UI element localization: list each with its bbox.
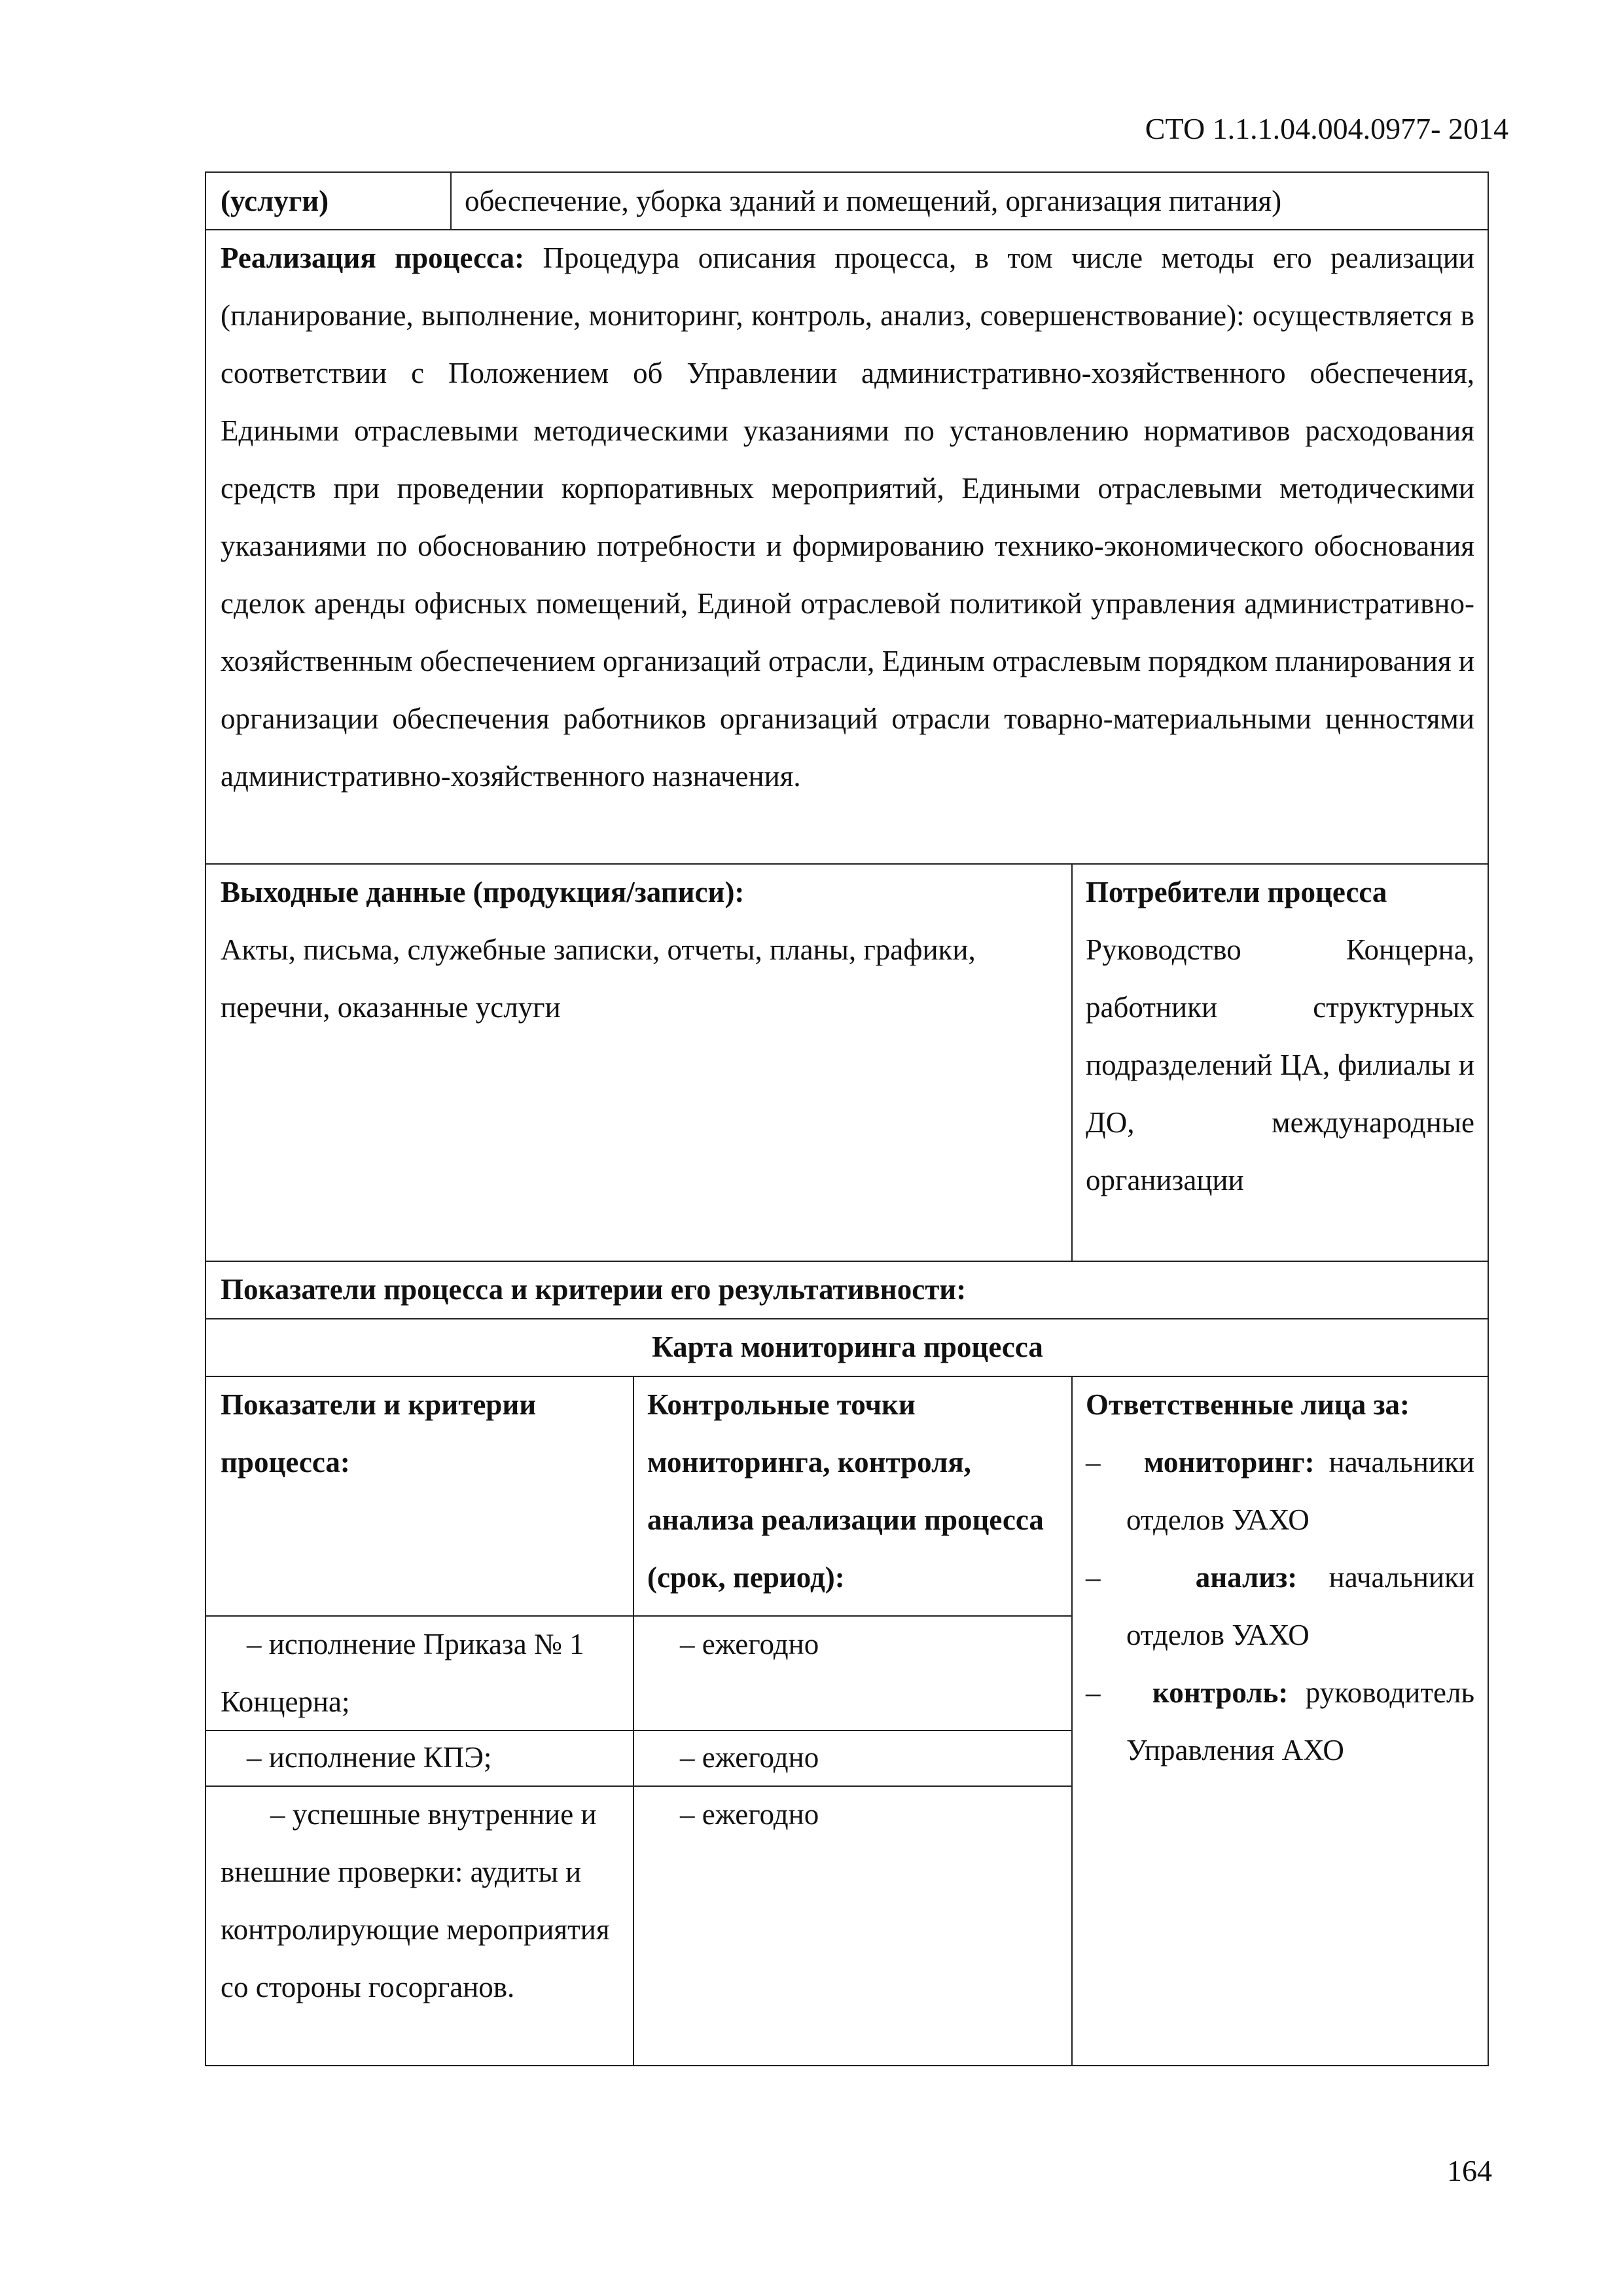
indicators-header: Показатели процесса и критерии его результативности: [221,1273,967,1306]
consumers-text: Руководство Концерна, работники структурных подразделений ЦА, филиалы и ДО, международные организации [1086,933,1474,1196]
column-header-responsible: Ответственные лица за: [1086,1388,1410,1421]
services-text: обеспечение, уборка зданий и помещений, организация питания) [465,185,1282,217]
table-row-indicator: – исполнение Приказа № 1 Концерна; [221,1628,584,1718]
table-row-indicator: – исполнение КПЭ; [247,1741,492,1774]
responsible-item-monitoring: – мониторинг: начальники отделов УАХО [1086,1446,1475,1536]
output-cell [206,863,1071,1261]
page-number: 164 [1447,2154,1492,2187]
process-table [205,171,1489,2066]
document-code: СТО 1.1.1.04.004.0977- 2014 [1145,112,1508,145]
column-header-checkpoints: Контрольные точки мониторинга, контроля, анализа реализации процесса (срок, период): [647,1388,1044,1594]
implementation-block [206,229,1489,863]
consumers-cell [1071,863,1489,1261]
monitoring-map-title: Карта мониторинга процесса [652,1331,1043,1363]
implementation-text: Процедура описания процесса, в том числе методы его реализации (планирование, выполнение, мониторинг, контроль, анализ, совершенствование): осуществляется в соответствии с Положением об Управлении административно-хозяйственного обеспечения, Едиными отраслевыми методическими указаниями по установлению нормативов расходования средств при проведении корпоративных мероприятий, Едиными отраслевыми методическими указаниями по обоснованию потребности и формированию технико-экономического обоснования сделок аренды офисных помещений, Единой отраслевой политикой управления административно-хозяйственным обеспечением организаций отрасли, Единым отраслевым порядком планирования и организации обеспечения работников организаций отрасли товарно-материальными ценностями административно-хозяйственного назначения. [221,242,1475,793]
column-header-indicators: Показатели и критерии процесса: [221,1388,537,1479]
responsible-item-control: – контроль: руководитель Управления АХО [1086,1676,1474,1767]
responsible-item-analysis: – анализ: начальники отделов УАХО [1086,1561,1475,1651]
table-row-period: – ежегодно [680,1628,819,1660]
table-row-period: – ежегодно [680,1741,819,1774]
services-label: (услуги) [221,185,329,217]
output-text: Акты, письма, служебные записки, отчеты, планы, графики, перечни, оказанные услуги [221,933,976,1024]
responsible-cell [1071,1376,1489,2066]
output-label: Выходные данные (продукция/записи): [221,876,745,908]
implementation-label: Реализация процесса: [221,242,525,274]
consumers-label: Потребители процесса [1086,876,1387,908]
table-row-period: – ежегодно [680,1798,819,1831]
table-row-indicator: – успешные внутренние и внешние проверки: аудиты и контролирующие мероприятия со стороны госорганов. [221,1798,610,2003]
